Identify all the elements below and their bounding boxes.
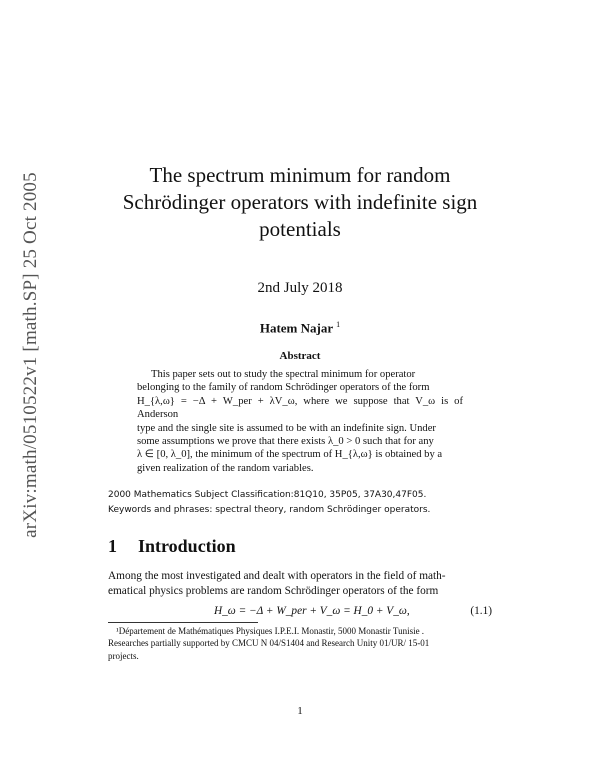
arxiv-sidebar	[18, 165, 44, 545]
footnote-divider	[108, 622, 258, 623]
intro-paragraph	[108, 569, 492, 599]
abstract-line: some assumptions we prove that there exists λ_0 > 0 such that for any	[137, 436, 434, 448]
abstract-line: type and the single site is assumed to be with an indefinite sign. Under	[137, 422, 436, 434]
classification-block	[108, 488, 508, 518]
msc-classification: 2000 Mathematics Subject Classification:81Q10, 35P05, 37A30,47F05.	[108, 490, 427, 500]
footnote	[108, 625, 492, 662]
footnote-line: ¹Département de Mathématiques Physiques I.P.E.I. Monastir, 5000 Monastir Tunisie .	[116, 626, 425, 636]
arxiv-identifier: arXiv:math/0510522v1 [math.SP] 25 Oct 2005	[20, 172, 41, 538]
abstract-line: given realization of the random variables.	[137, 462, 314, 474]
title-line: The spectrum minimum for random	[149, 163, 451, 187]
keywords: Keywords and phrases: spectral theory, random Schrödinger operators.	[108, 505, 431, 515]
equation-formula: H_ω = −Δ + W_per + V_ω = H_0 + V_ω,	[214, 605, 410, 617]
abstract-line: This paper sets out to study the spectral minimum for operator	[151, 369, 416, 380]
abstract-heading: Abstract	[279, 350, 321, 362]
intro-line: ematical physics problems are random Schrödinger operators of the form	[108, 585, 439, 597]
section-number: 1	[108, 536, 117, 556]
footnote-line: Researches partially supported by CMCU N 04/S1404 and Research Unity 01/UR/ 15-01	[108, 638, 430, 649]
equation-1-1	[108, 605, 492, 621]
abstract-line: belonging to the family of random Schrödinger operators of the form	[137, 382, 430, 394]
abstract-line: H_{λ,ω} = −Δ + W_per + λV_ω, where we suppose that V_ω is of Anderson	[137, 395, 463, 421]
paper-title	[100, 162, 500, 243]
title-line: potentials	[259, 217, 341, 241]
paper-date: 2nd July 2018	[257, 280, 343, 296]
abstract-line: λ ∈ [0, λ_0], the minimum of the spectrum of H_{λ,ω} is obtained by a	[137, 449, 443, 461]
title-line: Schrödinger operators with indefinite sign	[122, 190, 478, 214]
footnote-line: projects.	[108, 650, 139, 661]
section-heading	[108, 536, 236, 557]
intro-line: Among the most investigated and dealt with operators in the field of math-	[108, 570, 446, 582]
abstract-body	[137, 368, 463, 475]
equation-number: (1.1)	[470, 605, 492, 617]
page-number: 1	[297, 705, 303, 717]
author-footnote-mark: 1	[336, 320, 341, 329]
author-name: Hatem Najar	[259, 320, 333, 336]
section-title: Introduction	[138, 536, 236, 556]
author	[100, 320, 500, 336]
